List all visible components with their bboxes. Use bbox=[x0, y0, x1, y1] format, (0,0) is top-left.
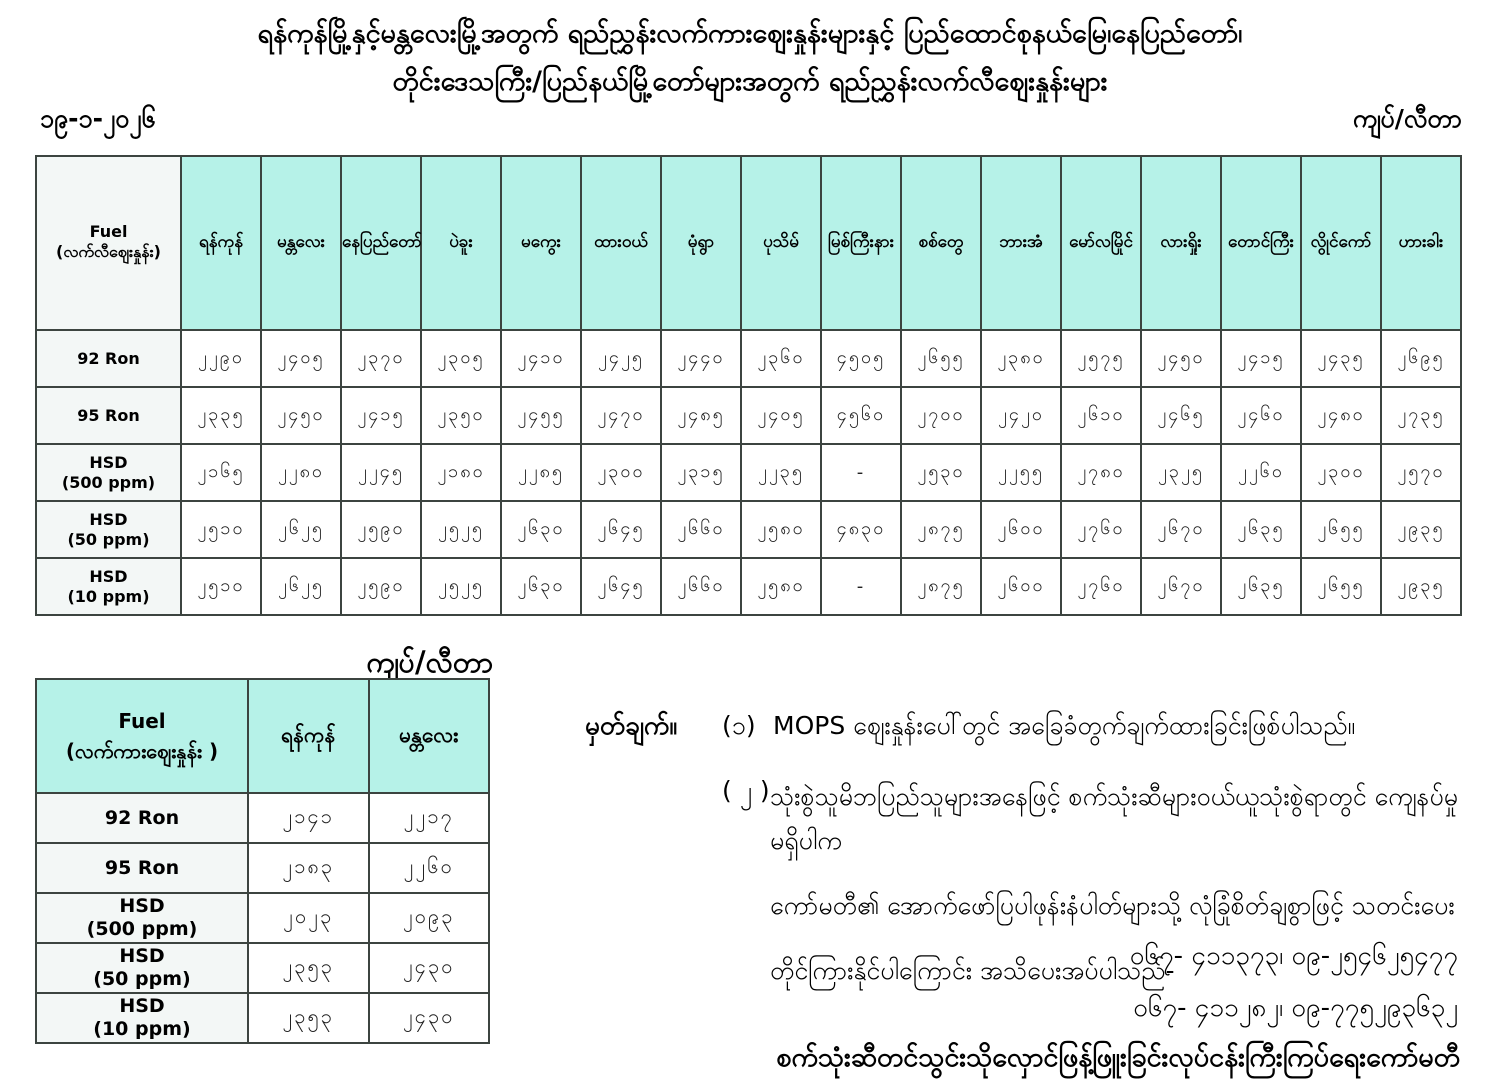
price-cell: ၂၀၂၃ bbox=[248, 893, 369, 943]
note-1-number: (၁) bbox=[722, 711, 756, 740]
price-cell: ၂၆၀၀ bbox=[981, 501, 1061, 558]
note-2-number: ( ၂ ) bbox=[722, 776, 770, 805]
price-cell: ၂၆၃၀ bbox=[501, 558, 581, 615]
price-cell: ၂၄၁၅ bbox=[341, 387, 421, 444]
price-cell: ၂၆၃၅ bbox=[1221, 501, 1301, 558]
fuel-row-label-line1: 95 Ron bbox=[104, 856, 180, 879]
price-cell: ၂၆၇၀ bbox=[1141, 558, 1221, 615]
price-cell: ၄၅၀၅ bbox=[821, 330, 901, 387]
fuel-row-label-line2: (50 ppm) bbox=[67, 529, 150, 549]
price-cell: ၂၅၂၅ bbox=[421, 501, 501, 558]
price-cell: ၄၅၆၀ bbox=[821, 387, 901, 444]
price-cell: ၂၆၁၀ bbox=[1061, 387, 1141, 444]
price-cell: ၂၅၉၀ bbox=[341, 558, 421, 615]
price-cell: ၂၇၀၀ bbox=[901, 387, 981, 444]
price-cell: ၂၅၈၀ bbox=[741, 558, 821, 615]
price-cell: ၂၄၃၀ bbox=[369, 943, 490, 993]
price-cell: ၂၁၆၅ bbox=[181, 444, 261, 501]
page-title bbox=[0, 10, 1500, 106]
price-row bbox=[36, 387, 1461, 444]
price-cell: ၂၉၃၅ bbox=[1381, 558, 1461, 615]
unit-label-retail: ကျပ်/လီတာ bbox=[1352, 104, 1462, 133]
fuel-row-label bbox=[36, 558, 181, 615]
price-cell: ၂၇၃၅ bbox=[1381, 387, 1461, 444]
fuel-header-line1: Fuel bbox=[118, 709, 166, 733]
page-title-line2: တိုင်းဒေသကြီး/ပြည်နယ်မြို့တော်များအတွက် ရည်ညွှန်းလက်လီဈေးနှုန်းများ bbox=[392, 66, 1108, 97]
price-cell: ၂၈၇၅ bbox=[901, 558, 981, 615]
city-header: ရန်ကုန် bbox=[181, 156, 261, 330]
fuel-row-label bbox=[36, 943, 248, 993]
fuel-row-label-line1: HSD bbox=[89, 509, 128, 529]
price-cell: ၂၅၈၀ bbox=[741, 501, 821, 558]
phone-line-1: ၀၆၇- ၄၁၁၃၇၃၊ ၀၉-၂၅၄၆၂၅၄၇၇ bbox=[1129, 941, 1458, 971]
price-cell: ၂၆၅၅ bbox=[1301, 501, 1381, 558]
price-cell: ၂၄၆၀ bbox=[1221, 387, 1301, 444]
price-row bbox=[36, 893, 489, 943]
price-cell: ၂၇၆၀ bbox=[1061, 501, 1141, 558]
unit-label-wholesale: ကျပ်/လီတာ bbox=[366, 645, 493, 679]
price-cell: ၂၂၄၅ bbox=[341, 444, 421, 501]
fuel-row-label bbox=[36, 843, 248, 893]
price-row bbox=[36, 793, 489, 843]
header-row bbox=[36, 156, 1461, 330]
price-cell: ၂၆၄၅ bbox=[581, 558, 661, 615]
fuel-row-label-line2: (500 ppm) bbox=[86, 918, 198, 940]
fuel-row-label-line2: (10 ppm) bbox=[67, 586, 150, 606]
fuel-row-label-line1: HSD bbox=[119, 995, 165, 1018]
city-header: ပဲခူး bbox=[421, 156, 501, 330]
city-header: တောင်ကြီး bbox=[1221, 156, 1301, 330]
price-cell: ၂၃၈၀ bbox=[981, 330, 1061, 387]
note-1-text: MOPS ဈေးနှုန်းပေါ်တွင် အခြေခံတွက်ချက်ထားခြင်းဖြစ်ပါသည်။ bbox=[773, 711, 1356, 740]
page-title-line1: ရန်ကုန်မြို့နှင့်မန္တလေးမြို့အတွက် ရည်ညွှန်းလက်ကားဈေးနှုန်းများနှင့် ပြည်ထောင်စုနယ်မြေ၊နေပြည်တော်၊ bbox=[257, 18, 1243, 49]
fuel-row-label bbox=[36, 444, 181, 501]
header-row bbox=[36, 679, 489, 793]
date-label: ၁၉-၁-၂၀၂၆ bbox=[40, 104, 156, 133]
price-cell: ၂၅၇၅ bbox=[1061, 330, 1141, 387]
price-cell: ၂၄၇၀ bbox=[581, 387, 661, 444]
notes-heading: မှတ်ချက်။ bbox=[585, 711, 678, 741]
fuel-row-label bbox=[36, 330, 181, 387]
city-header: ဟားခါး bbox=[1381, 156, 1461, 330]
price-cell: ၂၆၂၅ bbox=[261, 501, 341, 558]
price-cell: ၂၂၉၀ bbox=[181, 330, 261, 387]
fuel-row-label-line1: HSD bbox=[89, 452, 128, 472]
city-header: ရန်ကုန် bbox=[248, 679, 369, 793]
wholesale-price-table bbox=[35, 678, 490, 1044]
price-cell: ၂၃၀၀ bbox=[581, 444, 661, 501]
fuel-row-label-line1: HSD bbox=[119, 945, 165, 968]
fuel-row-label-line1: 92 Ron bbox=[104, 806, 180, 829]
price-cell: ၂၃၀၅ bbox=[421, 330, 501, 387]
city-header: ပုသိမ် bbox=[741, 156, 821, 330]
phone-line-2: ၀၆၇- ၄၁၁၂၈၂၊ ၀၉-၇၇၅၂၉၃၆၃၂ bbox=[1133, 993, 1458, 1023]
fuel-row-label-line2: (500 ppm) bbox=[61, 472, 156, 492]
price-cell: ၂၄၁၅ bbox=[1221, 330, 1301, 387]
price-cell: ၂၄၅၀ bbox=[261, 387, 341, 444]
price-cell: ၂၅၇၀ bbox=[1381, 444, 1461, 501]
price-cell: ၂၆၆၀ bbox=[661, 558, 741, 615]
fuel-row-label bbox=[36, 993, 248, 1043]
price-cell: ၂၁၈၃ bbox=[248, 843, 369, 893]
price-cell: ၂၂၁၇ bbox=[369, 793, 490, 843]
contact-phone-numbers bbox=[1130, 930, 1458, 1034]
price-cell: ၂၄၂၅ bbox=[581, 330, 661, 387]
city-header: မကွေး bbox=[501, 156, 581, 330]
price-cell: ၂၅၉၀ bbox=[341, 501, 421, 558]
committee-name-footer: စက်သုံးဆီတင်သွင်းသိုလှောင်ဖြန့်ဖြူးခြင်းလုပ်ငန်းကြီးကြပ်ရေးကော်မတီ bbox=[776, 1042, 1460, 1073]
price-cell: ၂၂၃၅ bbox=[741, 444, 821, 501]
price-cell: ၂၄၃၅ bbox=[1301, 330, 1381, 387]
price-cell: ၂၃၅၃ bbox=[248, 943, 369, 993]
city-header: မုံရွာ bbox=[661, 156, 741, 330]
fuel-row-label bbox=[36, 501, 181, 558]
price-cell: ၂၃၆၀ bbox=[741, 330, 821, 387]
price-cell: ၂၂၅၅ bbox=[981, 444, 1061, 501]
fuel-header-line2: (လက်လီဈေးနှုန်း) bbox=[56, 241, 161, 261]
price-cell: ၂၄၃၀ bbox=[369, 993, 490, 1043]
fuel-row-label-line2: (50 ppm) bbox=[93, 968, 191, 990]
price-cell: ၂၅၃၀ bbox=[901, 444, 981, 501]
price-cell: ၂၂၈၅ bbox=[501, 444, 581, 501]
price-cell: ၂၆၇၀ bbox=[1141, 501, 1221, 558]
price-cell: ၂၅၁၀ bbox=[181, 558, 261, 615]
city-header: လားရှိုး bbox=[1141, 156, 1221, 330]
price-cell: ၂၄၀၅ bbox=[741, 387, 821, 444]
price-cell: ၂၁၄၁ bbox=[248, 793, 369, 843]
city-header: လွိုင်ကော် bbox=[1301, 156, 1381, 330]
price-cell: ၂၆၄၅ bbox=[581, 501, 661, 558]
price-cell: ၂၂၆၀ bbox=[369, 843, 490, 893]
price-cell: ၂၄၁၀ bbox=[501, 330, 581, 387]
retail-table-body bbox=[36, 330, 1461, 615]
price-cell: ၂၃၅၀ bbox=[421, 387, 501, 444]
price-cell: ၂၁၈၀ bbox=[421, 444, 501, 501]
wholesale-table-head bbox=[36, 679, 489, 793]
price-cell: - bbox=[821, 444, 901, 501]
fuel-row-label bbox=[36, 893, 248, 943]
price-cell: ၄၈၃၀ bbox=[821, 501, 901, 558]
price-cell: ၂၀၉၃ bbox=[369, 893, 490, 943]
city-header: ဘားအံ bbox=[981, 156, 1061, 330]
city-header: မြစ်ကြီးနား bbox=[821, 156, 901, 330]
fuel-column-header bbox=[36, 156, 181, 330]
price-row bbox=[36, 558, 1461, 615]
city-header: မန္တလေး bbox=[261, 156, 341, 330]
fuel-row-label bbox=[36, 387, 181, 444]
city-header: မန္တလေး bbox=[369, 679, 490, 793]
price-cell: ၂၂၆၀ bbox=[1221, 444, 1301, 501]
fuel-column-header bbox=[36, 679, 248, 793]
city-header: ထားဝယ် bbox=[581, 156, 661, 330]
fuel-row-label-line1: 92 Ron bbox=[77, 348, 140, 368]
price-cell: ၂၃၀၀ bbox=[1301, 444, 1381, 501]
price-cell: ၂၆၅၅ bbox=[1301, 558, 1381, 615]
city-header: နေပြည်တော် bbox=[341, 156, 421, 330]
price-cell: ၂၃၂၅ bbox=[1141, 444, 1221, 501]
price-cell: ၂၆၆၀ bbox=[661, 501, 741, 558]
city-header: စစ်တွေ bbox=[901, 156, 981, 330]
retail-table-head bbox=[36, 156, 1461, 330]
fuel-row-label-line2: (10 ppm) bbox=[93, 1018, 191, 1040]
price-row bbox=[36, 501, 1461, 558]
price-cell: ၂၅၂၅ bbox=[421, 558, 501, 615]
price-row bbox=[36, 444, 1461, 501]
city-header: မော်လမြိုင် bbox=[1061, 156, 1141, 330]
price-cell: ၂၅၁၀ bbox=[181, 501, 261, 558]
price-cell: ၂၄၂၀ bbox=[981, 387, 1061, 444]
price-cell: ၂၆၂၅ bbox=[261, 558, 341, 615]
price-cell: ၂၈၇၅ bbox=[901, 501, 981, 558]
price-cell: ၂၄၅၅ bbox=[501, 387, 581, 444]
price-cell: ၂၄၈၀ bbox=[1301, 387, 1381, 444]
price-row bbox=[36, 943, 489, 993]
retail-price-table bbox=[35, 155, 1462, 616]
price-cell: ၂၄၅၀ bbox=[1141, 330, 1221, 387]
price-cell: ၂၆၃၀ bbox=[501, 501, 581, 558]
price-row bbox=[36, 993, 489, 1043]
price-cell: ၂၆၀၀ bbox=[981, 558, 1061, 615]
fuel-header-line1: Fuel bbox=[89, 221, 128, 241]
price-cell: ၂၂၈၀ bbox=[261, 444, 341, 501]
price-cell: - bbox=[821, 558, 901, 615]
price-cell: ၂၆၃၅ bbox=[1221, 558, 1301, 615]
fuel-row-label-line1: 95 Ron bbox=[77, 405, 140, 425]
price-cell: ၂၄၀၅ bbox=[261, 330, 341, 387]
price-cell: ၂၉၃၅ bbox=[1381, 501, 1461, 558]
fuel-row-label-line1: HSD bbox=[119, 895, 165, 918]
price-cell: ၂၄၈၅ bbox=[661, 387, 741, 444]
price-cell: ၂၆၉၅ bbox=[1381, 330, 1461, 387]
note-2-line3: တိုင်ကြားနိုင်ပါကြောင်း အသိပေးအပ်ပါသည်- bbox=[770, 956, 1175, 985]
price-cell: ၂၇၆၀ bbox=[1061, 558, 1141, 615]
price-row bbox=[36, 330, 1461, 387]
price-cell: ၂၃၃၅ bbox=[181, 387, 261, 444]
price-row bbox=[36, 843, 489, 893]
fuel-row-label bbox=[36, 793, 248, 843]
price-cell: ၂၃၁၅ bbox=[661, 444, 741, 501]
wholesale-table-body bbox=[36, 793, 489, 1043]
price-cell: ၂၆၅၅ bbox=[901, 330, 981, 387]
fuel-row-label-line1: HSD bbox=[89, 566, 128, 586]
note-2-line2: ကော်မတီ၏ အောက်ဖော်ပြပါဖုန်းနံပါတ်များသို့ လုံခြုံစိတ်ချစွာဖြင့် သတင်းပေး bbox=[770, 891, 1455, 920]
fuel-header-line2: (လက်ကားဈေးနှုန်း ) bbox=[65, 739, 219, 763]
note-2-line1: သုံးစွဲသူမိဘပြည်သူများအနေဖြင့် စက်သုံးဆီများဝယ်ယူသုံးစွဲရာတွင် ကျေနပ်မှုမရှိပါက bbox=[770, 782, 1459, 855]
price-cell: ၂၇၈၀ bbox=[1061, 444, 1141, 501]
price-cell: ၂၄၆၅ bbox=[1141, 387, 1221, 444]
price-cell: ၂၃၅၃ bbox=[248, 993, 369, 1043]
price-cell: ၂၄၄၀ bbox=[661, 330, 741, 387]
price-cell: ၂၃၇၀ bbox=[341, 330, 421, 387]
